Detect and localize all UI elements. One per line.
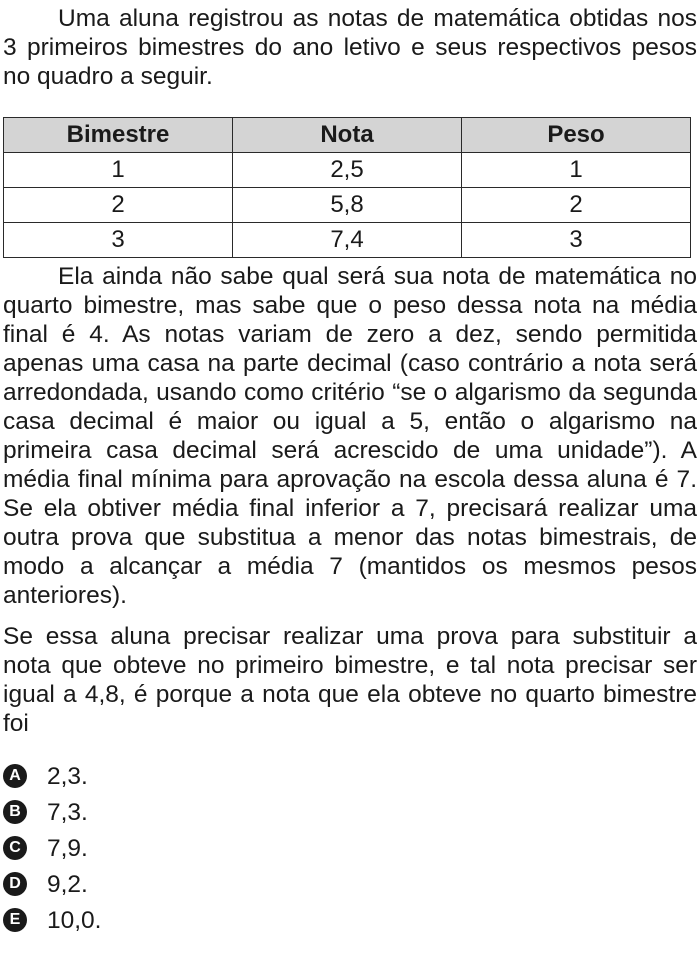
intro-paragraph: Uma aluna registrou as notas de matemática obtidas nos 3 primeiros bimestres do ano letivo e seus respectivos pesos no quadro a seguir. bbox=[3, 5, 697, 90]
option-c[interactable] bbox=[3, 830, 697, 866]
cell-nota: 5,8 bbox=[233, 188, 462, 223]
option-d[interactable] bbox=[3, 866, 697, 902]
cell-nota: 2,5 bbox=[233, 153, 462, 188]
table-header-row bbox=[4, 118, 691, 153]
option-a[interactable] bbox=[3, 758, 697, 794]
header-peso: Peso bbox=[462, 118, 691, 153]
option-b[interactable] bbox=[3, 794, 697, 830]
option-e[interactable] bbox=[3, 902, 697, 938]
option-text: 7,3. bbox=[47, 798, 88, 826]
cell-peso: 2 bbox=[462, 188, 691, 223]
answer-options bbox=[3, 758, 697, 938]
cell-peso: 3 bbox=[462, 223, 691, 258]
header-nota: Nota bbox=[233, 118, 462, 153]
option-letter-badge: C bbox=[3, 836, 27, 860]
cell-bimestre: 3 bbox=[4, 223, 233, 258]
question-stem: Se essa aluna precisar realizar uma prova para substituir a nota que obteve no primeiro bimestre, e tal nota precisar ser igual a 4,8, é porque a nota que ela obteve no quarto bimestre foi bbox=[3, 623, 697, 737]
option-letter-badge: B bbox=[3, 800, 27, 824]
option-text: 9,2. bbox=[47, 870, 88, 898]
option-text: 7,9. bbox=[47, 834, 88, 862]
option-text: 2,3. bbox=[47, 762, 88, 790]
grades-table bbox=[3, 117, 691, 258]
cell-peso: 1 bbox=[462, 153, 691, 188]
option-letter-badge: E bbox=[3, 908, 27, 932]
header-bimestre: Bimestre bbox=[4, 118, 233, 153]
option-letter-badge: A bbox=[3, 764, 27, 788]
cell-bimestre: 1 bbox=[4, 153, 233, 188]
option-letter-badge: D bbox=[3, 872, 27, 896]
cell-nota: 7,4 bbox=[233, 223, 462, 258]
option-text: 10,0. bbox=[47, 906, 102, 934]
table-row bbox=[4, 153, 691, 188]
cell-bimestre: 2 bbox=[4, 188, 233, 223]
table-row bbox=[4, 223, 691, 258]
table-row bbox=[4, 188, 691, 223]
body-paragraph: Ela ainda não sabe qual será sua nota de matemática no quarto bimestre, mas sabe que o peso dessa nota na média final é 4. As notas variam de zero a dez, sendo permitida apenas uma casa na parte decimal (caso contrário a nota será arredondada, usando como critério “se o algarismo da segunda casa decimal é maior ou igual a 5, então o algarismo na primeira casa decimal será acrescido de uma unidade”). A média final mínima para aprovação na escola dessa aluna é 7. Se ela obtiver média final inferior a 7, precisará realizar uma outra prova que substitua a menor das notas bimestrais, de modo a alcançar a média 7 (mantidos os mesmos pesos anteriores). bbox=[3, 263, 697, 609]
